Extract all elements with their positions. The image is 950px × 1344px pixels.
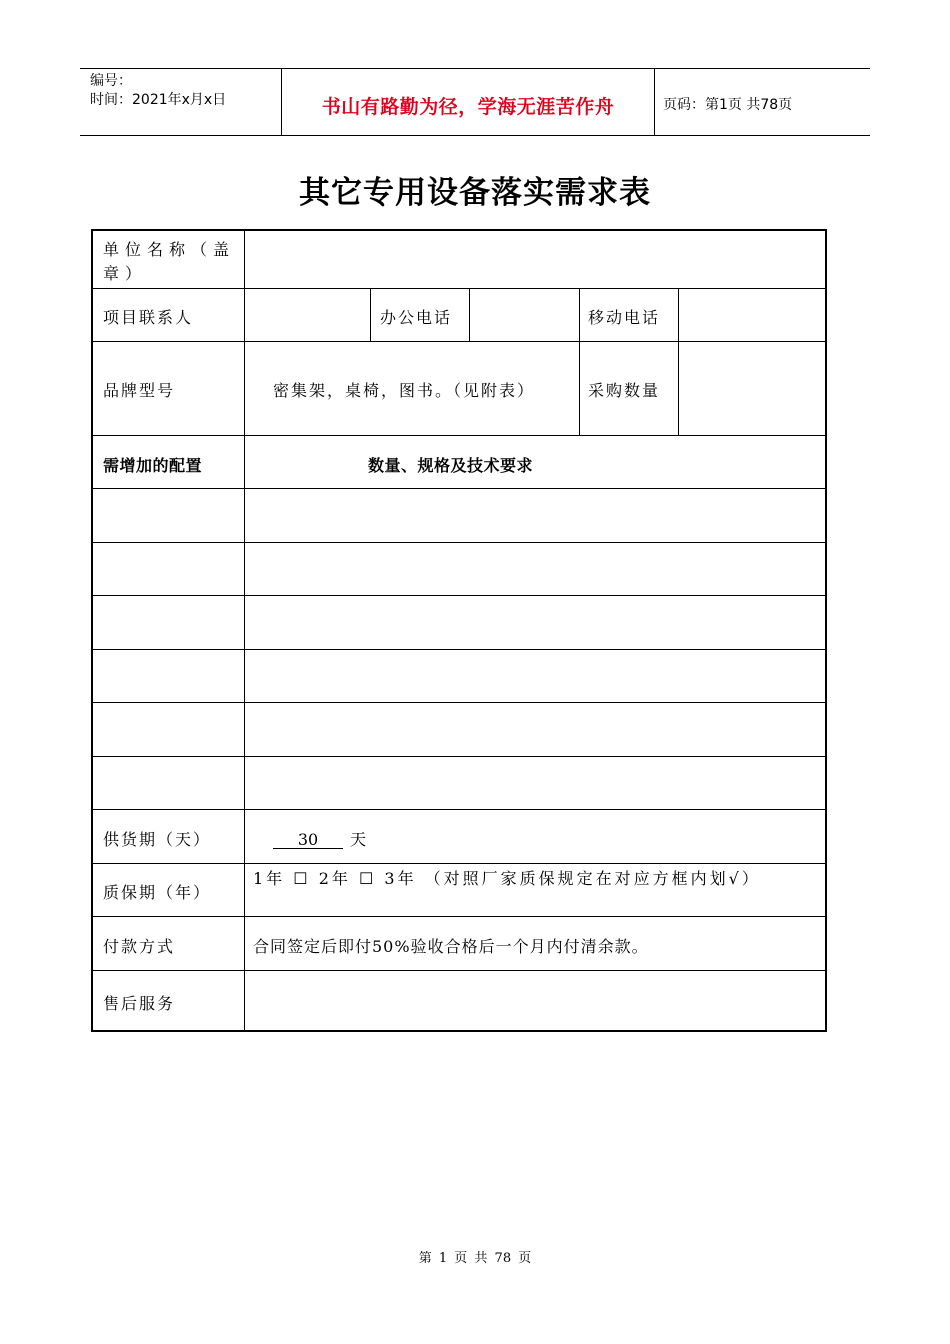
column-divider	[678, 288, 679, 435]
delivery-label: 供货期（天）	[103, 830, 212, 849]
requirement-form	[91, 229, 827, 1032]
purchase-qty-label: 采购数量	[588, 381, 661, 400]
header-top-rule	[80, 68, 870, 69]
column-divider	[370, 288, 371, 341]
header-meta	[90, 72, 226, 110]
header-divider	[654, 69, 655, 136]
page-footer: 第 1 页 共 78 页	[418, 1251, 532, 1266]
row-divider	[93, 595, 825, 596]
unit-name-label: 单位名称（盖章）	[103, 240, 236, 283]
row-divider	[93, 702, 825, 703]
delivery-unit: 天	[350, 830, 369, 849]
doc-date-label: 时间：2021年x月x日	[90, 92, 227, 108]
row-divider	[93, 488, 825, 489]
delivery-days: 30	[273, 832, 343, 849]
after-sales-label: 售后服务	[103, 994, 176, 1013]
row-divider	[93, 288, 825, 289]
header-motto: 书山有路勤为径，学海无涯苦作舟	[321, 96, 615, 118]
column-divider	[469, 288, 470, 341]
header-bottom-rule	[80, 135, 870, 136]
doc-number-label: 编号：	[90, 73, 132, 89]
spec-header: 数量、规格及技术要求	[368, 456, 534, 475]
brand-label: 品牌型号	[103, 381, 176, 400]
payment-terms[interactable]: 合同签定后即付50%验收合格后一个月内付清余款。	[253, 937, 649, 956]
row-divider	[93, 649, 825, 650]
row-divider	[93, 341, 825, 342]
column-divider	[579, 288, 580, 435]
header-page-info: 页码：第1页 共78页	[663, 97, 793, 113]
config-header: 需增加的配置	[103, 456, 203, 475]
row-divider	[93, 809, 825, 810]
row-divider	[93, 756, 825, 757]
page-title: 其它专用设备落实需求表	[299, 175, 651, 211]
mobile-phone-label: 移动电话	[588, 308, 661, 327]
warranty-options[interactable]: 1年 ☐ 2年 ☐ 3年 （对照厂家质保规定在对应方框内划√）	[253, 869, 761, 888]
contact-label: 项目联系人	[103, 308, 194, 327]
warranty-label: 质保期（年）	[103, 883, 212, 902]
row-divider	[93, 435, 825, 436]
payment-label: 付款方式	[103, 937, 176, 956]
row-divider	[93, 970, 825, 971]
column-divider	[244, 231, 245, 1030]
brand-value[interactable]: 密集架，桌椅，图书。（见附表）	[273, 381, 536, 400]
office-phone-label: 办公电话	[380, 308, 453, 327]
row-divider	[93, 916, 825, 917]
row-divider	[93, 542, 825, 543]
row-divider	[93, 863, 825, 864]
delivery-field[interactable]	[273, 827, 368, 850]
